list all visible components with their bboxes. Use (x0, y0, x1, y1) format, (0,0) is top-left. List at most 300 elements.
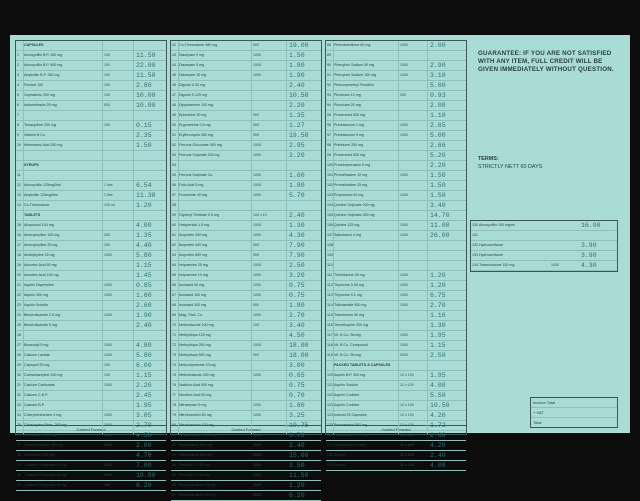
terms-text: STRICTLY NETT 60 DAYS (478, 164, 543, 170)
item-pack-size: 500 (253, 43, 259, 47)
table-row (16, 171, 166, 181)
item-name: Ascorbic Acid 100 mg (24, 273, 59, 277)
item-name: TABLETS (24, 213, 41, 217)
item-number: 107 (327, 233, 333, 237)
item-number: 71 (172, 333, 176, 337)
item-number: 102 (327, 183, 333, 187)
item-number: 130 (472, 223, 478, 227)
item-number: 25 (17, 323, 21, 327)
item-pack-size: 1000 (400, 293, 408, 297)
item-price: 2.50 (289, 262, 305, 269)
item-pack-size: 500 (253, 243, 259, 247)
item-pack-size: 100 (104, 63, 110, 67)
item-price: 4.00 (136, 222, 152, 229)
item-number: 103 (327, 193, 333, 197)
item-pack-size: 500 (253, 253, 259, 257)
item-number: 9 (17, 133, 19, 137)
table-row (326, 301, 466, 311)
item-price: 4.70 (136, 452, 152, 459)
item-name: Amoxycillin 125mg/5ml (24, 183, 61, 187)
item-name: Paracetamol 500 mg (179, 453, 213, 457)
item-name: Paracetamol 500 mg (334, 433, 368, 437)
table-row (16, 201, 166, 211)
item-name: Phenoxymethyl Penicillin (334, 83, 374, 87)
table-row (326, 191, 466, 201)
item-price: 10.50 (289, 92, 309, 99)
table-row (16, 271, 166, 281)
table-row (171, 61, 321, 71)
item-name: Propranolol 40 mg (334, 193, 364, 197)
table-row (326, 291, 466, 301)
item-name: Phenobarbitone 15 mg (179, 483, 216, 487)
table-row (171, 91, 321, 101)
item-name: Isoniazid 100 mg (179, 293, 207, 297)
item-pack-size: 1000 (104, 353, 112, 357)
item-pack-size: 5000 (253, 493, 261, 497)
item-name: Vit. B Co. Compound (334, 343, 368, 347)
item-number: 37 (17, 443, 21, 447)
item-pack-size: 1000 (253, 473, 261, 477)
item-price: 10.75 (289, 422, 309, 429)
column-divider (23, 41, 24, 434)
item-name: Ibuprofen 400 mg (179, 243, 208, 247)
table-row (16, 71, 166, 81)
item-number: 38 (17, 453, 21, 457)
item-pack-size: 12 x 100 (400, 403, 414, 407)
table-row (326, 311, 466, 321)
item-name: Mefenamic Acid 250 mg (24, 143, 63, 147)
table-row (326, 101, 466, 111)
table-row (16, 141, 166, 151)
item-number: 2 (17, 63, 19, 67)
table-row (16, 361, 166, 371)
item-number: 40 (17, 473, 21, 477)
item-number: 41 (17, 483, 21, 487)
item-price: 6.54 (136, 182, 152, 189)
item-pack-size: 500 (253, 353, 259, 357)
item-name: Aspirin Codeine (334, 403, 360, 407)
item-price: 2.70 (136, 422, 152, 429)
item-name: Penicillin V 125 mg (179, 463, 210, 467)
item-number: 112 (327, 283, 333, 287)
table-row (171, 461, 321, 471)
item-pack-size: 500 (253, 123, 259, 127)
item-number: 72 (172, 343, 176, 347)
item-pack-size: 1000 (400, 233, 408, 237)
item-price: 1.50 (430, 172, 446, 179)
table-row (16, 301, 166, 311)
item-name: Quinine Sulphate 200 mg (334, 203, 375, 207)
item-number: 104 (327, 203, 333, 207)
item-price: 1.90 (289, 72, 305, 79)
item-name: CAPSULES (24, 43, 44, 47)
item-name: Ephedrine 30 mg (179, 113, 207, 117)
table-row (171, 471, 321, 481)
item-pack-size: 1000 (104, 433, 112, 437)
item-name: Mag. Trisil. Co. (179, 313, 203, 317)
item-price: 2.45 (136, 392, 152, 399)
item-price: 18.00 (289, 352, 309, 359)
item-name: Methyldopa 125 mg (179, 333, 211, 337)
table-row (326, 111, 466, 121)
table-row (171, 81, 321, 91)
item-pack-size: 1000 (253, 403, 261, 407)
item-name: Amitriptyline 25 mg (24, 253, 55, 257)
item-name: Paracetamol 500 mg (334, 423, 368, 427)
item-price: 2.66 (430, 142, 446, 149)
item-price: 22.00 (136, 62, 156, 69)
item-name: Carbamazepine 200 mg (24, 373, 63, 377)
table-row (326, 321, 466, 331)
item-name: Flexicel 100 (24, 83, 44, 87)
item-pack-size: 1000 (104, 463, 112, 467)
item-name: Cascara B.P. (24, 403, 45, 407)
item-number: 8 (17, 123, 19, 127)
item-pack-size: 12 x 100 (400, 413, 414, 417)
table-row (16, 111, 166, 121)
item-price: 1.95 (430, 372, 446, 379)
item-number: 110 (327, 263, 333, 267)
item-number: 83 (172, 453, 176, 457)
item-price: 1.95 (430, 332, 446, 339)
item-price: 11.00 (430, 222, 450, 229)
item-name: SYRUPS (24, 163, 39, 167)
item-price: 4.30 (289, 232, 305, 239)
table-row (171, 331, 321, 341)
table-row (16, 411, 166, 421)
carried-forward-label: Carried Forward (16, 425, 166, 434)
item-name: Aspirin B.P. 300 mg (334, 373, 366, 377)
table-row (171, 161, 321, 171)
item-name: Amoxycillin B.P. 500 mg (24, 63, 63, 67)
table-row (16, 451, 166, 461)
item-number: 116 (327, 323, 333, 327)
item-price: 2.60 (136, 302, 152, 309)
table-row (326, 221, 466, 231)
table-row (326, 361, 466, 371)
item-number: 49 (172, 113, 176, 117)
item-number: 15 (17, 223, 21, 227)
item-name: Prednisolone 1 mg (334, 123, 364, 127)
item-pack-size: 1000 (253, 63, 261, 67)
item-price: 1.45 (136, 272, 152, 279)
item-number: 93 (327, 93, 331, 97)
item-number: 79 (172, 413, 176, 417)
item-name: Calcium C.B.P. (24, 393, 48, 397)
item-name: Prochlorperazine 5 mg (334, 163, 371, 167)
item-name: Vit. B Co. Strong (334, 333, 361, 337)
item-name: Chlorpheniramine 4 mg (24, 413, 62, 417)
table-row (326, 401, 466, 411)
item-price: 5.00 (430, 82, 446, 89)
item-number: 96 (327, 123, 331, 127)
table-row (326, 351, 466, 361)
item-name: Thioridazine 25 mg (334, 273, 365, 277)
table-row (171, 271, 321, 281)
item-number: 58 (172, 203, 176, 207)
item-name: Penicillin V 250 mg (179, 473, 210, 477)
item-name: Codeine Phosphate 30 mg (24, 473, 67, 477)
item-name: Septrin (334, 463, 346, 467)
item-number: 105 (327, 213, 333, 217)
item-number: 28 (17, 353, 21, 357)
vat-label: + VAT (531, 408, 617, 418)
item-number: 88 (327, 43, 331, 47)
item-pack-size: 100 ml (104, 203, 115, 207)
table-row (171, 311, 321, 321)
item-name: Diazepam 10 mg (179, 73, 207, 77)
item-pack-size: 1000 (253, 343, 261, 347)
item-price: 1.60 (136, 292, 152, 299)
column-divider (398, 41, 399, 434)
table-row (16, 241, 166, 251)
item-name: Haloperidol 1.5 mg (179, 223, 210, 227)
column-divider (427, 41, 428, 434)
item-number: 11 (17, 173, 21, 177)
table-row (16, 461, 166, 471)
table-row (326, 461, 466, 471)
table-row (326, 331, 466, 341)
item-price: 1.20 (430, 272, 446, 279)
item-number: 85 (172, 473, 176, 477)
item-price: 1.80 (289, 182, 305, 189)
table-row (171, 361, 321, 371)
item-price: 1.80 (289, 302, 305, 309)
item-name: Quinine 125 mg (334, 223, 360, 227)
item-number: 65 (172, 273, 176, 277)
item-price: 5.80 (136, 352, 152, 359)
item-name: Folic Acid 5 mg (179, 183, 204, 187)
item-price: 2.70 (289, 312, 305, 319)
item-name: Mebendazole 100 mg (179, 323, 214, 327)
item-price: 4.00 (430, 462, 446, 469)
item-number: 34 (17, 413, 21, 417)
table-row (171, 491, 321, 501)
product-column-1 (15, 40, 167, 489)
item-price: 0.15 (136, 122, 152, 129)
table-row (171, 261, 321, 271)
item-pack-size: 250 (400, 93, 406, 97)
item-price: 2.90 (430, 62, 446, 69)
item-price: 1.50 (430, 182, 446, 189)
item-price: 4.50 (289, 332, 305, 339)
table-row (326, 281, 466, 291)
item-pack-size: 1000 (400, 173, 408, 177)
item-name: Metronidazole 200 mg (179, 373, 215, 377)
item-price: 10.00 (136, 472, 156, 479)
item-price: 11.50 (136, 52, 156, 59)
item-price: 2.35 (136, 132, 152, 139)
table-row (326, 41, 466, 51)
item-price: 6.20 (136, 482, 152, 489)
item-pack-size: 1000 (400, 73, 408, 77)
item-number: 52 (172, 143, 176, 147)
item-pack-size: 1000 (253, 173, 261, 177)
carried-forward-label: Carried Forward (326, 425, 466, 434)
item-name: Diazepam 2 mg (179, 53, 205, 57)
item-pack-size: 1000 (253, 53, 261, 57)
item-price: 1.50 (289, 52, 305, 59)
item-number: 14 (17, 203, 21, 207)
item-number: 45 (172, 73, 176, 77)
item-price: 11.50 (289, 472, 309, 479)
table-row (16, 371, 166, 381)
item-number: 29 (17, 363, 21, 367)
item-name: Aspirin Soluble (24, 303, 48, 307)
column-divider (178, 41, 179, 434)
column-divider (133, 41, 134, 434)
item-pack-size: 1000 (253, 463, 261, 467)
table-row (171, 441, 321, 451)
item-number: 39 (17, 463, 21, 467)
item-name: Ampicillin 125mg/5ml (24, 193, 58, 197)
item-number: 6 (17, 103, 19, 107)
item-number: 19 (17, 263, 21, 267)
item-name: Phenytoin Sodium 100 mg (334, 73, 377, 77)
table-row (171, 381, 321, 391)
item-number: 89 (327, 53, 331, 57)
table-row (326, 151, 466, 161)
table-row (171, 211, 321, 221)
item-name: Indomethacin 25 mg (24, 103, 57, 107)
item-number: 82 (172, 443, 176, 447)
item-price: 2.70 (430, 302, 446, 309)
item-pack-size: 12 x 100 (400, 453, 414, 457)
item-price: 1.30 (289, 222, 305, 229)
item-number: 17 (17, 243, 21, 247)
item-number: 69 (172, 313, 176, 317)
item-price: 3.40 (289, 322, 305, 329)
item-pack-size: 1000 (253, 73, 261, 77)
item-name: Salbutamol 4 mg (334, 233, 361, 237)
table-row (326, 171, 466, 181)
item-pack-size: 1000 (253, 143, 261, 147)
item-number: 78 (172, 403, 176, 407)
item-name: Aminophylline 100 mg (24, 233, 60, 237)
table-row (16, 101, 166, 111)
item-pack-size: 1000 (253, 433, 261, 437)
item-pack-size: 1000 (400, 303, 408, 307)
item-price: 3.40 (289, 442, 305, 449)
terms-title: TERMS: (478, 156, 499, 162)
item-name: Phenobarbitone 60 mg (334, 43, 371, 47)
item-name: Vit. B Co. Strong (334, 353, 361, 357)
item-number: 90 (327, 63, 331, 67)
item-number: 7 (17, 113, 19, 117)
item-name: Bendrofluazide 5 mg (24, 323, 57, 327)
table-row (171, 371, 321, 381)
item-pack-size: 100 (104, 73, 110, 77)
table-row (16, 121, 166, 131)
item-price: 5.50 (430, 392, 446, 399)
item-pack-size: 1000 (400, 193, 408, 197)
invoice-total-label: Invoice Total (531, 398, 617, 408)
item-pack-size: 500 (253, 133, 259, 137)
item-name: Probenecid 500 mg (334, 113, 366, 117)
item-name: Aspirin Codeine (334, 393, 360, 397)
table-row (16, 481, 166, 491)
item-number: 47 (172, 93, 176, 97)
table-row (326, 341, 466, 351)
item-price: 5.20 (430, 152, 446, 159)
item-number: 126 (327, 433, 333, 437)
item-price: 4.20 (430, 412, 446, 419)
item-pack-size: 12 x 100 (400, 433, 414, 437)
table-row (171, 131, 321, 141)
table-row (16, 191, 166, 201)
table-row (16, 351, 166, 361)
item-number: 30 (17, 373, 21, 377)
item-name: Ferrous Sulphate 200 mg (179, 153, 220, 157)
table-row (16, 151, 166, 161)
table-row (16, 381, 166, 391)
table-row (326, 81, 466, 91)
table-row (16, 81, 166, 91)
item-number: 123 (327, 403, 333, 407)
item-number: 94 (327, 103, 331, 107)
item-price: 3.50 (289, 462, 305, 469)
item-number: 63 (172, 253, 176, 257)
item-number: 4 (17, 83, 19, 87)
item-number: 86 (172, 483, 176, 487)
item-pack-size: 1000 (400, 333, 408, 337)
item-price: 4.50 (136, 432, 152, 439)
item-name: Phenytoin Sodium 50 mg (334, 63, 375, 67)
item-pack-size: 1000 (400, 223, 408, 227)
item-number: 92 (327, 83, 331, 87)
table-row (171, 111, 321, 121)
item-pack-size: 1000 (400, 123, 408, 127)
item-name: Tolbutamide 500 mg (334, 303, 367, 307)
item-name: Methyldopa 250 mg (179, 343, 211, 347)
item-number: 53 (172, 153, 176, 157)
item-price: 10.50 (430, 402, 450, 409)
table-row (171, 451, 321, 461)
item-price: 0.65 (289, 372, 305, 379)
item-price: 18.00 (289, 342, 309, 349)
table-row (16, 341, 166, 351)
item-number: 87 (172, 493, 176, 497)
table-row (326, 271, 466, 281)
item-price: 3.05 (136, 412, 152, 419)
item-pack-size: 1000 (104, 473, 112, 477)
item-number: 33 (17, 403, 21, 407)
item-name: Chlorpropamide 250 mg (24, 443, 63, 447)
item-name: Trimethoprim 200 mg (334, 323, 369, 327)
total-label: Total (533, 420, 542, 425)
table-row (326, 51, 466, 61)
item-number: 109 (327, 253, 333, 257)
item-price: 7.90 (289, 242, 305, 249)
item-pack-size: 1000 (104, 283, 112, 287)
table-row (171, 171, 321, 181)
item-number: 73 (172, 353, 176, 357)
item-name: Nitrazepam 5 mg (179, 403, 207, 407)
item-number: 120 (327, 373, 333, 377)
item-pack-size: 100 (104, 363, 110, 367)
table-row (171, 411, 321, 421)
item-price: 2.80 (430, 432, 446, 439)
item-price: 1.15 (136, 262, 152, 269)
item-number: 5 (17, 93, 19, 97)
item-price: 5.70 (289, 192, 305, 199)
item-name: Captopril 25 mg (24, 363, 50, 367)
item-name: Thyroxine 0.1 mg (334, 293, 362, 297)
item-price: 2.00 (430, 42, 446, 49)
item-price: 2.80 (136, 82, 152, 89)
item-pack-size: 1000 (400, 63, 408, 67)
table-row (171, 391, 321, 401)
